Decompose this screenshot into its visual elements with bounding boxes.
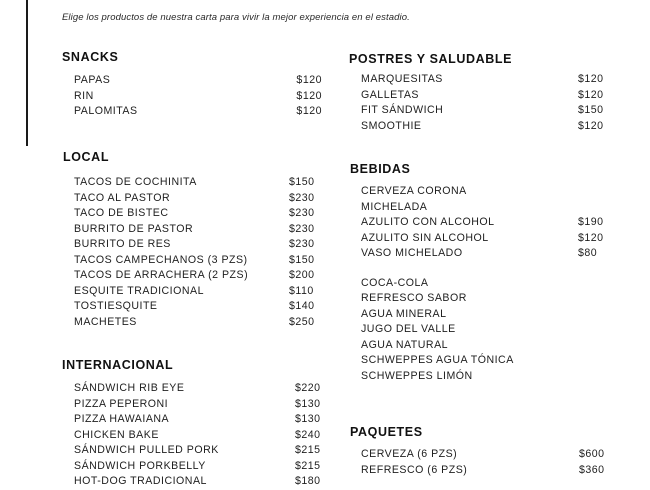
menu-item[interactable]: [361, 246, 607, 262]
item-name: VASO MICHELADO: [361, 247, 463, 259]
item-price: $215: [295, 459, 321, 472]
item-name: COCA-COLA: [361, 276, 429, 289]
item-price: $120: [296, 105, 322, 117]
menu-list: [74, 73, 322, 120]
item-name: BURRITO DE RES: [74, 238, 171, 250]
section-local: [62, 150, 320, 330]
item-name: TOSTIESQUITE: [74, 300, 158, 312]
spacer: [361, 262, 607, 276]
item-price: $130: [295, 397, 321, 410]
menu-item[interactable]: [74, 459, 324, 475]
menu-item[interactable]: [361, 463, 608, 479]
menu-item[interactable]: [74, 474, 324, 490]
item-name: AGUA NATURAL: [361, 338, 449, 351]
item-price: $150: [289, 176, 315, 188]
menu-item[interactable]: [361, 307, 607, 323]
item-price: $230: [289, 191, 315, 204]
item-price: $230: [289, 222, 315, 235]
item-price: $150: [578, 104, 604, 116]
menu-item[interactable]: [361, 231, 607, 247]
menu-list: [74, 175, 320, 330]
item-name: MICHELADA: [361, 200, 428, 213]
item-name: RIN: [74, 89, 94, 102]
item-price: $120: [578, 88, 604, 101]
section-paquetes: [350, 425, 608, 478]
item-price: $80: [578, 247, 598, 259]
item-price: [578, 184, 607, 200]
item-name: AZULITO SIN ALCOHOL: [361, 231, 489, 244]
menu-item[interactable]: [361, 88, 607, 104]
section-title: SNACKS: [62, 50, 119, 64]
menu-item[interactable]: [74, 284, 320, 300]
item-price: $120: [296, 89, 322, 102]
item-price: $220: [295, 382, 321, 394]
item-name: PAPAS: [74, 74, 111, 86]
section-title: LOCAL: [63, 150, 110, 164]
item-price: $190: [578, 216, 604, 228]
section-postres: [349, 52, 607, 134]
item-name: HOT-DOG TRADICIONAL: [74, 475, 207, 487]
menu-item[interactable]: [74, 191, 320, 207]
menu-item[interactable]: [361, 200, 607, 216]
item-price: $215: [295, 444, 321, 456]
item-price: $230: [289, 238, 315, 250]
item-name: SÁNDWICH PORKBELLY: [74, 459, 206, 472]
section-internacional: [62, 358, 324, 490]
item-price: [578, 200, 607, 216]
item-name: ESQUITE TRADICIONAL: [74, 284, 204, 297]
menu-item[interactable]: [74, 237, 320, 253]
item-name: REFRESCO SABOR: [361, 292, 467, 304]
item-name: SÁNDWICH RIB EYE: [74, 382, 185, 394]
item-name: MARQUESITAS: [361, 73, 443, 85]
menu-item[interactable]: [74, 443, 324, 459]
item-name: CERVEZA (6 PZS): [361, 448, 458, 460]
item-name: PIZZA PEPERONI: [74, 397, 169, 410]
item-price: $230: [289, 207, 315, 219]
item-price: $180: [295, 475, 321, 487]
item-price: $110: [289, 284, 314, 297]
item-price: $200: [289, 269, 315, 281]
menu-item[interactable]: [74, 104, 322, 120]
menu-list: [74, 381, 324, 490]
item-name: MACHETES: [74, 315, 137, 328]
menu-item[interactable]: [361, 369, 607, 385]
item-price: $120: [578, 119, 604, 132]
menu-item[interactable]: [74, 89, 322, 105]
item-price: $140: [289, 300, 315, 312]
menu-item[interactable]: [361, 338, 607, 354]
item-name: CHICKEN BAKE: [74, 428, 159, 441]
menu-item[interactable]: [361, 215, 607, 231]
item-name: SÁNDWICH PULLED PORK: [74, 444, 219, 456]
section-title: BEBIDAS: [350, 162, 411, 176]
vertical-divider: [26, 0, 28, 146]
menu-item[interactable]: [74, 412, 324, 428]
menu-item[interactable]: [361, 276, 607, 292]
section-snacks: [62, 50, 322, 120]
menu-item[interactable]: [361, 447, 608, 463]
item-name: SCHWEPPES AGUA TÓNICA: [361, 354, 514, 366]
item-price: $240: [295, 428, 321, 441]
menu-item[interactable]: [74, 428, 324, 444]
menu-item[interactable]: [361, 72, 607, 88]
menu-item[interactable]: [361, 291, 607, 307]
item-name: REFRESCO (6 PZS): [361, 463, 468, 476]
menu-list: [361, 447, 608, 478]
section-bebidas: [350, 162, 607, 384]
menu-list: [361, 72, 607, 134]
item-name: TACOS DE ARRACHERA (2 PZS): [74, 269, 249, 281]
menu-item[interactable]: [74, 397, 324, 413]
section-title: PAQUETES: [350, 425, 423, 439]
item-name: TACOS DE COCHINITA: [74, 176, 197, 188]
menu-item[interactable]: [74, 253, 320, 269]
item-name: SMOOTHIE: [361, 119, 422, 132]
menu-list: [361, 184, 607, 384]
menu-item[interactable]: [361, 353, 607, 369]
item-price: $120: [578, 231, 604, 244]
menu-item[interactable]: [74, 381, 324, 397]
item-price: $250: [289, 315, 315, 328]
menu-item[interactable]: [74, 222, 320, 238]
section-title: POSTRES Y SALUDABLE: [349, 52, 513, 66]
item-name: PALOMITAS: [74, 105, 138, 117]
menu-item[interactable]: [74, 268, 320, 284]
menu-item[interactable]: [361, 103, 607, 119]
menu-item[interactable]: [74, 206, 320, 222]
section-title: INTERNACIONAL: [62, 358, 174, 372]
item-name: TACO DE BISTEC: [74, 207, 169, 219]
item-price: $120: [578, 73, 604, 85]
item-price: $120: [296, 74, 322, 86]
item-name: JUGO DEL VALLE: [361, 323, 456, 335]
item-price: $360: [579, 463, 605, 476]
item-name: FIT SÁNDWICH: [361, 104, 444, 116]
item-name: AGUA MINERAL: [361, 307, 447, 320]
menu-item[interactable]: [74, 73, 322, 89]
menu-item[interactable]: [361, 322, 607, 338]
intro-text: Elige los productos de nuestra carta para vivir la mejor experiencia en el estadio.: [62, 12, 410, 23]
item-price: $600: [579, 448, 605, 460]
menu-item[interactable]: [361, 184, 607, 200]
item-name: CERVEZA CORONA: [361, 185, 467, 197]
item-price: $150: [289, 253, 315, 266]
item-name: GALLETAS: [361, 88, 419, 101]
item-name: SCHWEPPES LIMÓN: [361, 369, 473, 382]
menu-item[interactable]: [361, 119, 607, 135]
item-name: AZULITO CON ALCOHOL: [361, 216, 495, 228]
item-name: TACO AL PASTOR: [74, 191, 171, 204]
item-price: $130: [295, 413, 321, 425]
item-name: BURRITO DE PASTOR: [74, 222, 194, 235]
menu-item[interactable]: [74, 315, 320, 331]
item-name: TACOS CAMPECHANOS (3 PZS): [74, 253, 248, 266]
menu-item[interactable]: [74, 299, 320, 315]
menu-item[interactable]: [74, 175, 320, 191]
item-name: PIZZA HAWAIANA: [74, 413, 170, 425]
